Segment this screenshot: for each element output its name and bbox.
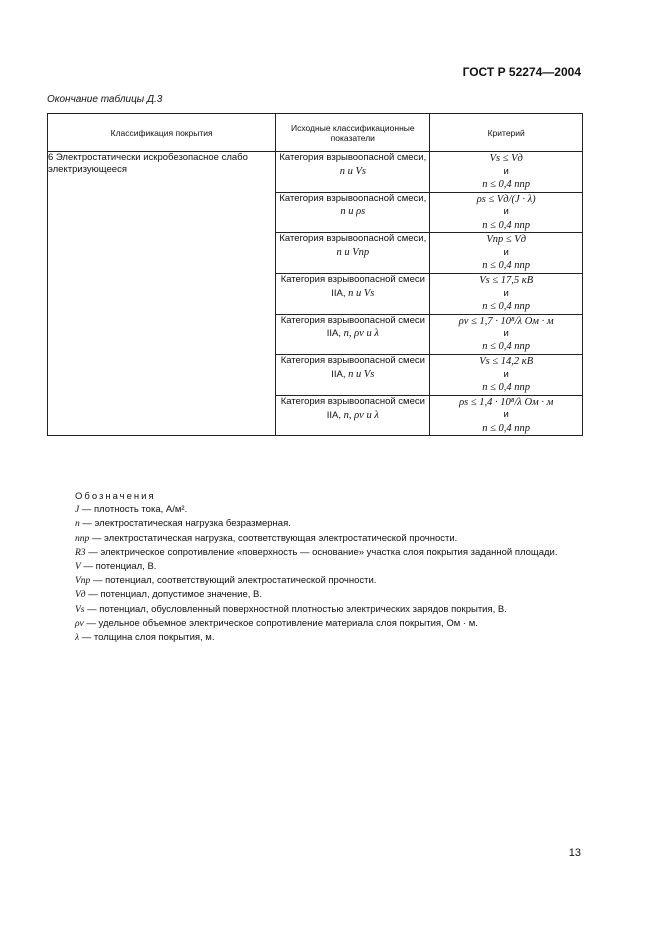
header-criterion: Критерий [430,114,583,152]
criterion-cell [430,395,583,436]
criterion-condition: n ≤ 0,4 nпр [482,382,531,394]
notation-text: — потенциал, соответствующий электростатической прочности. [90,575,377,587]
indicator-text: Категория взрывоопасной смеси, [279,192,427,204]
notation-item [75,546,558,560]
notation-symbol: V [75,562,81,573]
notation-symbol: Vs [75,604,85,615]
notation-symbol: nпр [75,533,90,544]
criterion-condition: n ≤ 0,4 nпр [482,219,531,231]
notation-text: — потенциал, В. [80,561,157,573]
criterion-main: ρv ≤ 1,7 · 10⁸/λ Ом · м [458,315,554,327]
indicator-text: Категория взрывоопасной смеси IIА, [280,273,425,299]
indicator-text: Категория взрывоопасной смеси, [279,152,427,163]
header-indicators: Исходные классификационные показатели [276,114,430,152]
criterion-main: Vs ≤ Vд [489,153,523,164]
criterion-cell [430,152,583,193]
notation-item [75,617,558,631]
indicator-symbols: n и Vs [348,368,375,380]
notation-item [75,574,558,588]
notation-item [75,588,558,602]
criterion-main: ρs ≤ Vд/(J · λ) [476,193,536,205]
criterion-main: Vs ≤ 14,2 кВ [479,356,534,368]
indicator-cell [276,273,430,314]
notation-title: Обозначения [75,491,156,502]
indicator-cell [276,355,430,396]
notation-symbol: ρv [75,618,84,629]
criterion-cell [430,314,583,355]
criterion-cell [430,192,583,233]
indicator-cell [276,233,430,274]
notation-text: — электростатическая нагрузка безразмерная. [79,518,291,530]
notation-item [75,532,558,546]
criterion-main: Vs ≤ 17,5 кВ [479,274,534,286]
indicator-symbols: n и Vs [339,165,366,177]
indicator-symbols: n и ρs [340,206,366,218]
notation-text: — потенциал, обусловленный поверхностной плотностью электрических зарядов покрытия, В. [84,603,507,615]
indicator-symbols: n и Vs [348,287,375,299]
notation-item [75,503,558,517]
table-caption: Окончание таблицы Д.3 [47,94,163,105]
notation-text: — плотность тока, А/м². [79,504,188,516]
notation-symbol: λ [75,633,80,644]
indicator-text: Категория взрывоопасной смеси IIА, [280,355,425,380]
standard-number: ГОСТ Р 52274—2004 [462,65,581,79]
indicator-text: Категория взрывоопасной смеси, [279,233,427,245]
criterion-cell [430,355,583,396]
indicator-cell [276,192,430,233]
criterion-and: и [503,206,509,218]
indicator-cell [276,395,430,436]
criteria-table [47,113,583,436]
criterion-and: и [503,409,509,421]
notation-text: — толщина слоя покрытия, м. [79,632,215,644]
notation-symbol: n [75,519,80,530]
notation-symbol: Vпр [75,576,91,587]
table-row [48,152,583,193]
criterion-and: и [503,328,509,340]
notation-text: — электрическое сопротивление «поверхность — основание» участка слоя покрытия заданной площади. [85,546,558,558]
indicator-text: Категория взрывоопасной смеси IIА, [280,314,425,340]
page-number: 13 [568,847,581,859]
criterion-condition: n ≤ 0,4 nпр [482,178,531,190]
criterion-condition: n ≤ 0,4 nпр [482,300,531,312]
table-header-row [48,114,583,152]
criterion-and: и [503,246,509,258]
indicator-text: Категория взрывоопасной смеси IIА, [280,395,425,421]
notation-item [75,560,558,574]
criterion-condition: n ≤ 0,4 nпр [482,422,531,434]
criterion-main: Vпр ≤ Vд [486,234,527,246]
notation-item [75,603,558,617]
indicator-cell [276,152,430,193]
criterion-and: и [503,287,509,299]
criterion-and: и [503,165,509,177]
criterion-condition: n ≤ 0,4 nпр [482,260,531,272]
criterion-cell [430,233,583,274]
criterion-condition: n ≤ 0,4 nпр [482,341,531,353]
criterion-and: и [503,368,509,380]
notation-list [75,490,558,645]
classification-cell: 6 Электростатически искробезопасное слабо электризующееся [48,152,276,436]
notation-text: — электростатическая нагрузка, соответствующая электростатической прочности. [89,532,458,544]
notation-text: — удельное объемное электрическое сопротивление материала слоя покрытия, Ом · м. [83,617,478,629]
indicator-symbols: n и Vпр [336,247,370,259]
criterion-main: ρs ≤ 1,4 · 10⁸/λ Ом · м [459,396,554,408]
indicator-symbols: n, ρv и λ [343,328,379,340]
indicator-cell [276,314,430,355]
indicator-symbols: n, ρv и λ [343,409,379,421]
notation-item [75,517,558,531]
notation-symbol: J [75,505,80,516]
notation-symbol: Vд [75,590,86,601]
notation-symbol: R3 [75,547,86,558]
header-classification: Классификация покрытия [48,114,276,152]
notation-text: — потенциал, допустимое значение, В. [85,589,262,601]
criterion-cell [430,273,583,314]
notation-item [75,631,558,645]
